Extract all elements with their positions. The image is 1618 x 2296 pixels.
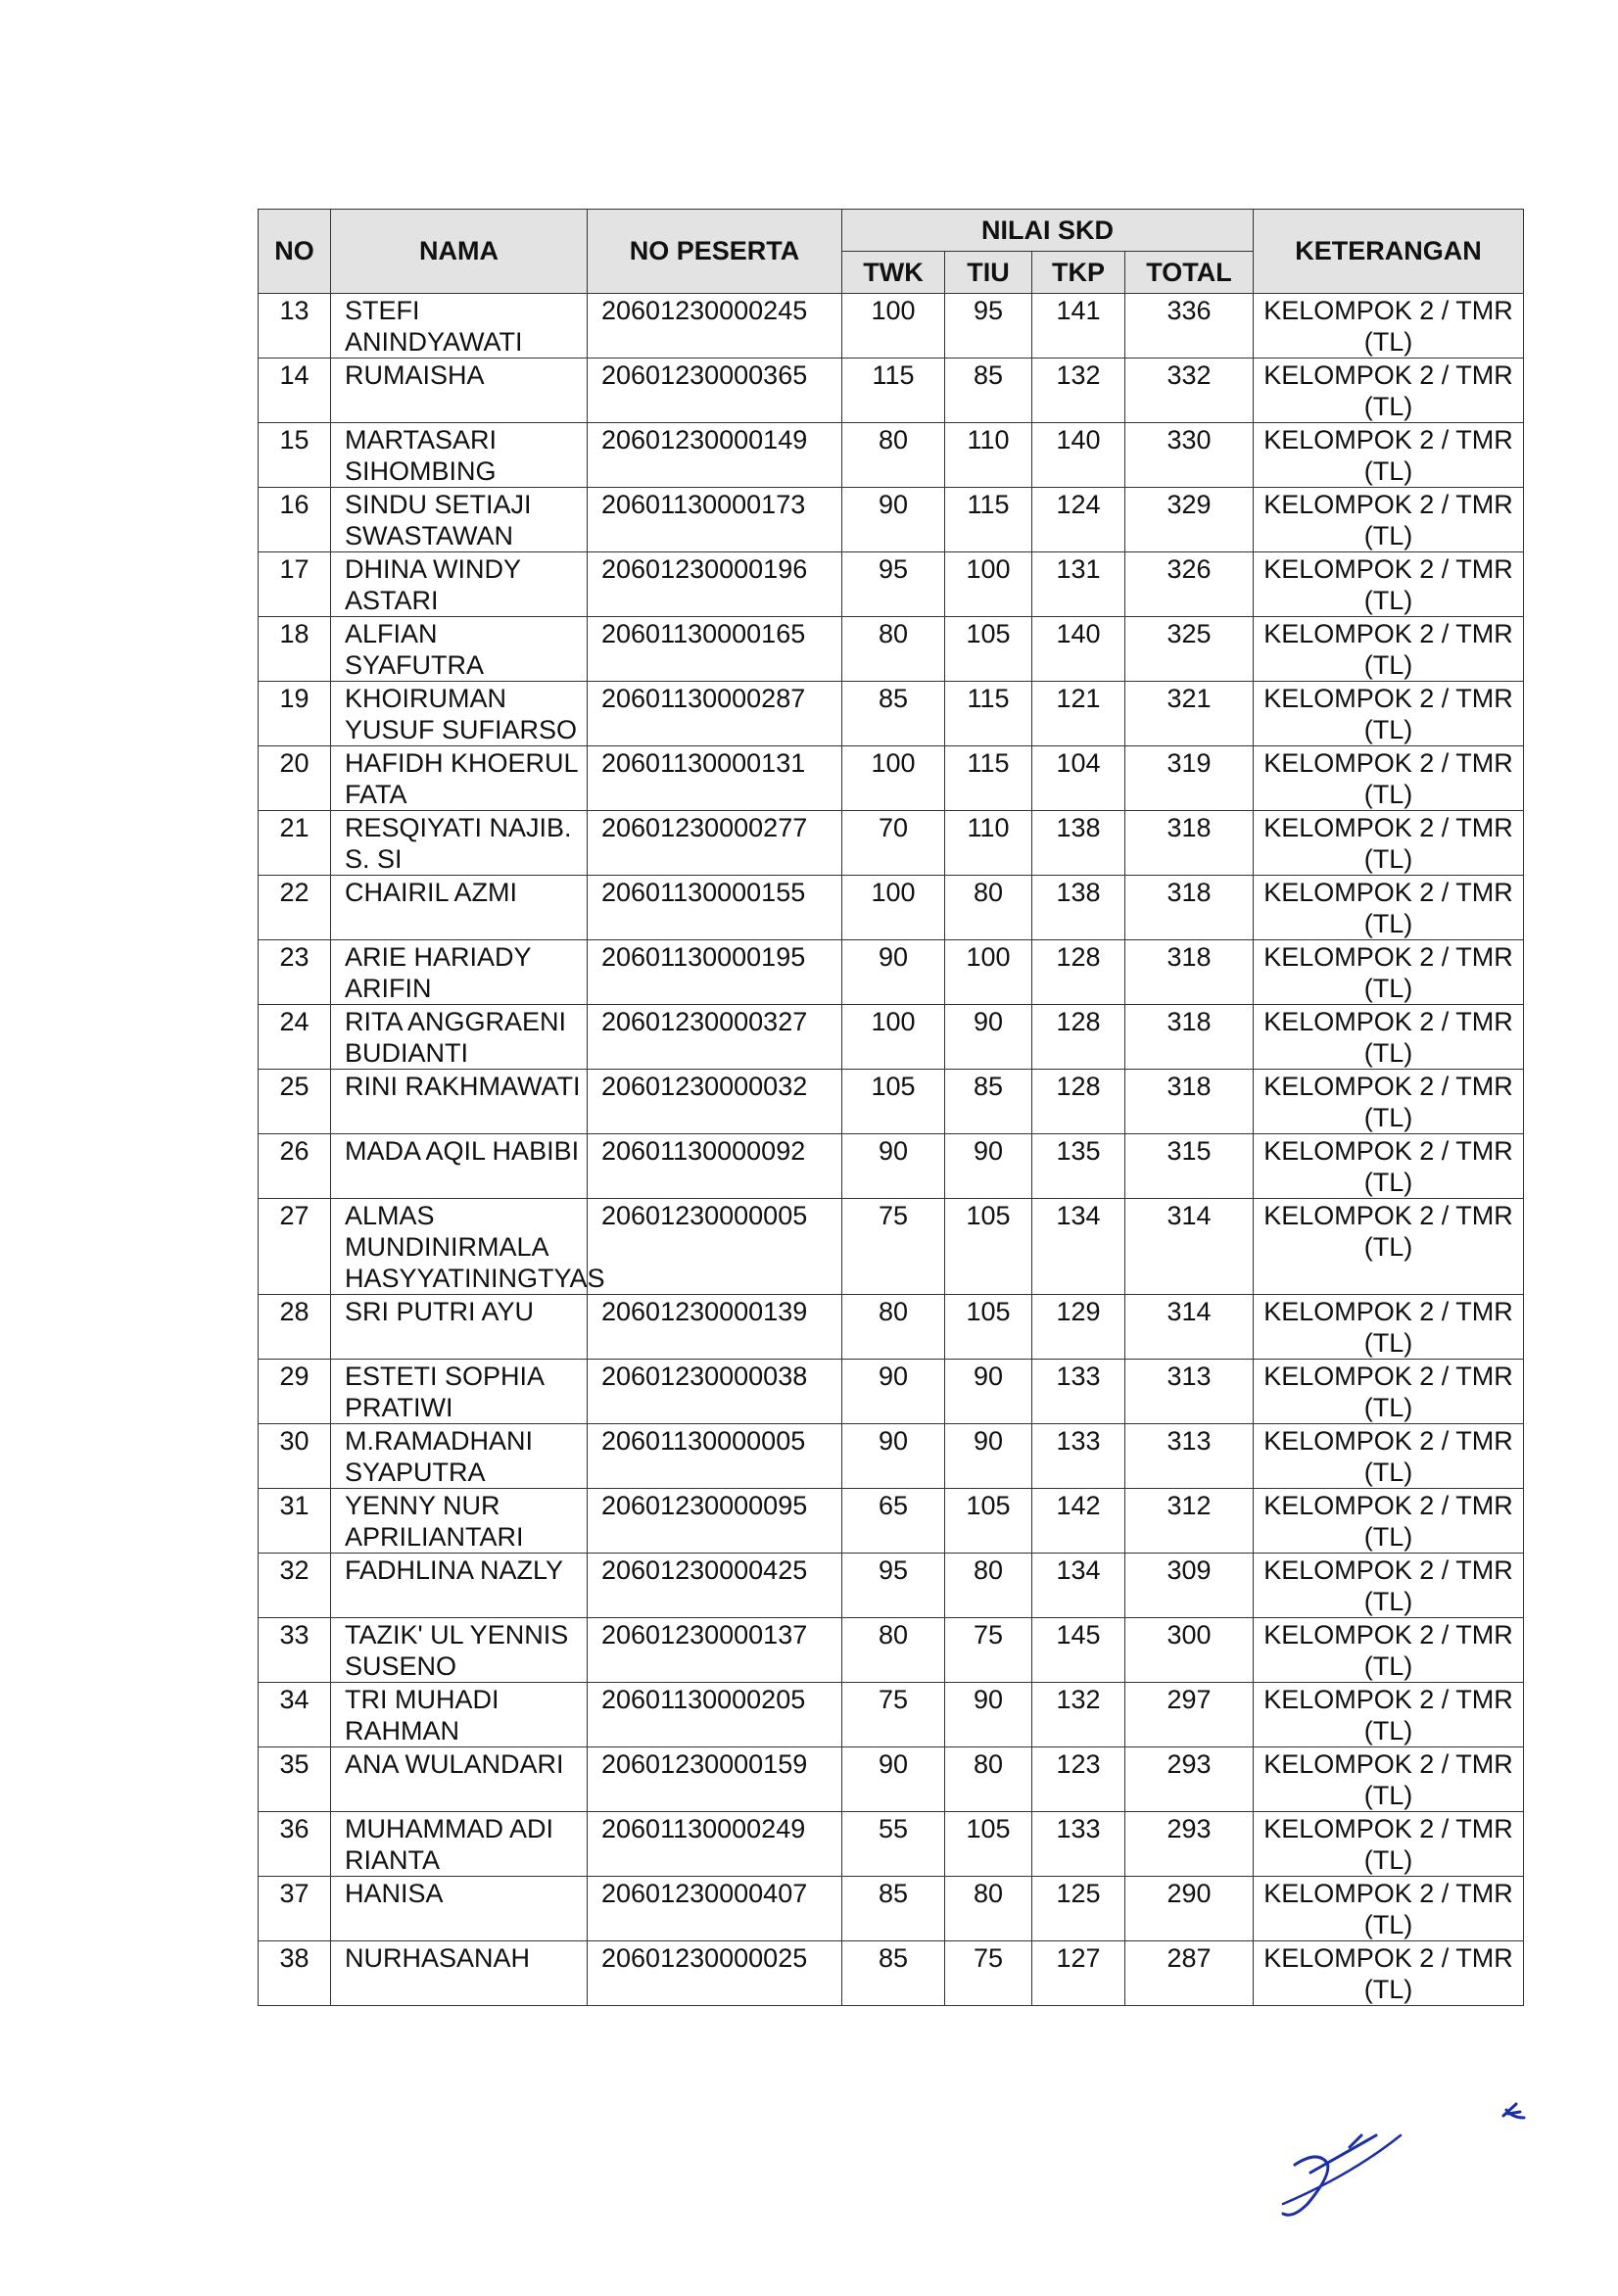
cell-tkp: 104 — [1032, 746, 1125, 811]
cell-tiu: 105 — [945, 1199, 1032, 1295]
header-nama: NAMA — [331, 210, 588, 294]
cell-tiu: 75 — [945, 1618, 1032, 1683]
cell-tiu: 80 — [945, 1747, 1032, 1812]
cell-keterangan: KELOMPOK 2 / TMR (TL) — [1254, 617, 1524, 682]
cell-keterangan: KELOMPOK 2 / TMR (TL) — [1254, 1554, 1524, 1618]
cell-keterangan: KELOMPOK 2 / TMR (TL) — [1254, 1877, 1524, 1941]
cell-total: 325 — [1125, 617, 1254, 682]
cell-keterangan: KELOMPOK 2 / TMR (TL) — [1254, 876, 1524, 940]
table-row — [259, 552, 1524, 617]
cell-total: 290 — [1125, 1877, 1254, 1941]
table-row — [259, 876, 1524, 940]
cell-nama: ESTETI SOPHIA PRATIWI — [331, 1360, 588, 1424]
table-row — [259, 1683, 1524, 1747]
cell-twk: 85 — [842, 682, 945, 746]
cell-no-peserta: 20601230000095 — [588, 1489, 842, 1554]
cell-tiu: 95 — [945, 294, 1032, 359]
cell-twk: 70 — [842, 811, 945, 876]
cell-keterangan: KELOMPOK 2 / TMR (TL) — [1254, 488, 1524, 552]
cell-total: 314 — [1125, 1199, 1254, 1295]
cell-no-peserta: 20601230000005 — [588, 1199, 842, 1295]
cell-nama: ARIE HARIADY ARIFIN — [331, 940, 588, 1005]
cell-keterangan: KELOMPOK 2 / TMR (TL) — [1254, 811, 1524, 876]
cell-tiu: 80 — [945, 1554, 1032, 1618]
cell-no: 31 — [259, 1489, 331, 1554]
cell-twk: 95 — [842, 1554, 945, 1618]
cell-twk: 100 — [842, 876, 945, 940]
cell-tkp: 132 — [1032, 359, 1125, 423]
cell-no: 23 — [259, 940, 331, 1005]
cell-twk: 80 — [842, 1295, 945, 1360]
cell-no-peserta: 20601230000038 — [588, 1360, 842, 1424]
cell-tiu: 90 — [945, 1360, 1032, 1424]
cell-no: 37 — [259, 1877, 331, 1941]
cell-nama: KHOIRUMAN YUSUF SUFIARSO — [331, 682, 588, 746]
cell-no-peserta: 20601130000092 — [588, 1134, 842, 1199]
cell-twk: 80 — [842, 617, 945, 682]
cell-no-peserta: 20601130000287 — [588, 682, 842, 746]
cell-total: 318 — [1125, 811, 1254, 876]
cell-twk: 100 — [842, 1005, 945, 1070]
cell-no: 36 — [259, 1812, 331, 1877]
cell-no-peserta: 20601230000139 — [588, 1295, 842, 1360]
table-row — [259, 1424, 1524, 1489]
cell-no: 17 — [259, 552, 331, 617]
cell-twk: 75 — [842, 1199, 945, 1295]
cell-tiu: 85 — [945, 359, 1032, 423]
cell-keterangan: KELOMPOK 2 / TMR (TL) — [1254, 1005, 1524, 1070]
cell-no-peserta: 20601230000149 — [588, 423, 842, 488]
cell-keterangan: KELOMPOK 2 / TMR (TL) — [1254, 552, 1524, 617]
cell-tkp: 128 — [1032, 1070, 1125, 1134]
cell-twk: 90 — [842, 1747, 945, 1812]
cell-nama: ANA WULANDARI — [331, 1747, 588, 1812]
header-twk: TWK — [842, 252, 945, 294]
cell-no: 38 — [259, 1941, 331, 2006]
header-tiu: TIU — [945, 252, 1032, 294]
cell-tiu: 90 — [945, 1134, 1032, 1199]
cell-twk: 95 — [842, 552, 945, 617]
cell-keterangan: KELOMPOK 2 / TMR (TL) — [1254, 1683, 1524, 1747]
cell-tiu: 105 — [945, 617, 1032, 682]
cell-tiu: 115 — [945, 488, 1032, 552]
cell-nama: DHINA WINDY ASTARI — [331, 552, 588, 617]
cell-total: 318 — [1125, 1070, 1254, 1134]
cell-twk: 90 — [842, 488, 945, 552]
cell-total: 312 — [1125, 1489, 1254, 1554]
cell-total: 332 — [1125, 359, 1254, 423]
cell-no-peserta: 20601130000195 — [588, 940, 842, 1005]
cell-keterangan: KELOMPOK 2 / TMR (TL) — [1254, 359, 1524, 423]
cell-nama: STEFI ANINDYAWATI — [331, 294, 588, 359]
cell-nama: CHAIRIL AZMI — [331, 876, 588, 940]
cell-tiu: 105 — [945, 1812, 1032, 1877]
cell-nama: ALFIAN SYAFUTRA — [331, 617, 588, 682]
cell-total: 315 — [1125, 1134, 1254, 1199]
cell-no: 15 — [259, 423, 331, 488]
cell-total: 318 — [1125, 940, 1254, 1005]
cell-twk: 90 — [842, 1424, 945, 1489]
cell-no: 14 — [259, 359, 331, 423]
table-row — [259, 1005, 1524, 1070]
cell-tkp: 134 — [1032, 1199, 1125, 1295]
cell-no: 19 — [259, 682, 331, 746]
cell-tkp: 121 — [1032, 682, 1125, 746]
cell-twk: 65 — [842, 1489, 945, 1554]
cell-twk: 100 — [842, 294, 945, 359]
cell-total: 329 — [1125, 488, 1254, 552]
cell-no: 16 — [259, 488, 331, 552]
cell-tkp: 129 — [1032, 1295, 1125, 1360]
table-row — [259, 1747, 1524, 1812]
cell-no-peserta: 20601230000277 — [588, 811, 842, 876]
cell-keterangan: KELOMPOK 2 / TMR (TL) — [1254, 1424, 1524, 1489]
cell-twk: 85 — [842, 1941, 945, 2006]
table-row — [259, 359, 1524, 423]
cell-nama: RESQIYATI NAJIB. S. SI — [331, 811, 588, 876]
cell-total: 336 — [1125, 294, 1254, 359]
cell-keterangan: KELOMPOK 2 / TMR (TL) — [1254, 294, 1524, 359]
cell-keterangan: KELOMPOK 2 / TMR (TL) — [1254, 1618, 1524, 1683]
cell-keterangan: KELOMPOK 2 / TMR (TL) — [1254, 1295, 1524, 1360]
cell-twk: 115 — [842, 359, 945, 423]
table-row — [259, 811, 1524, 876]
cell-twk: 90 — [842, 1360, 945, 1424]
cell-no: 34 — [259, 1683, 331, 1747]
cell-nama: YENNY NUR APRILIANTARI — [331, 1489, 588, 1554]
header-no: NO — [259, 210, 331, 294]
table-row — [259, 1199, 1524, 1295]
cell-tkp: 127 — [1032, 1941, 1125, 2006]
cell-keterangan: KELOMPOK 2 / TMR (TL) — [1254, 940, 1524, 1005]
cell-no-peserta: 20601130000165 — [588, 617, 842, 682]
cell-total: 297 — [1125, 1683, 1254, 1747]
cell-no: 26 — [259, 1134, 331, 1199]
table-row — [259, 294, 1524, 359]
cell-no: 32 — [259, 1554, 331, 1618]
cell-total: 326 — [1125, 552, 1254, 617]
cell-tkp: 145 — [1032, 1618, 1125, 1683]
cell-no-peserta: 20601130000205 — [588, 1683, 842, 1747]
cell-no: 28 — [259, 1295, 331, 1360]
cell-no-peserta: 20601230000327 — [588, 1005, 842, 1070]
results-table — [258, 209, 1524, 2006]
cell-no-peserta: 20601230000407 — [588, 1877, 842, 1941]
cell-total: 287 — [1125, 1941, 1254, 2006]
cell-tiu: 100 — [945, 552, 1032, 617]
cell-twk: 105 — [842, 1070, 945, 1134]
cell-no-peserta: 20601230000137 — [588, 1618, 842, 1683]
cell-nama: RITA ANGGRAENI BUDIANTI — [331, 1005, 588, 1070]
cell-no-peserta: 20601130000249 — [588, 1812, 842, 1877]
cell-no: 25 — [259, 1070, 331, 1134]
header-no-peserta: NO PESERTA — [588, 210, 842, 294]
cell-total: 321 — [1125, 682, 1254, 746]
cell-nama: MUHAMMAD ADI RIANTA — [331, 1812, 588, 1877]
cell-no: 29 — [259, 1360, 331, 1424]
cell-no-peserta: 20601130000155 — [588, 876, 842, 940]
table-body — [259, 294, 1524, 2006]
cell-nama: MARTASARI SIHOMBING — [331, 423, 588, 488]
cell-no: 27 — [259, 1199, 331, 1295]
cell-twk: 80 — [842, 1618, 945, 1683]
cell-nama: NURHASANAH — [331, 1941, 588, 2006]
cell-tiu: 90 — [945, 1424, 1032, 1489]
table-row — [259, 617, 1524, 682]
cell-tiu: 100 — [945, 940, 1032, 1005]
cell-nama: M.RAMADHANI SYAPUTRA — [331, 1424, 588, 1489]
cell-tkp: 133 — [1032, 1360, 1125, 1424]
table-row — [259, 940, 1524, 1005]
cell-twk: 85 — [842, 1877, 945, 1941]
cell-total: 313 — [1125, 1424, 1254, 1489]
cell-tiu: 110 — [945, 423, 1032, 488]
cell-keterangan: KELOMPOK 2 / TMR (TL) — [1254, 423, 1524, 488]
cell-keterangan: KELOMPOK 2 / TMR (TL) — [1254, 1360, 1524, 1424]
cell-tkp: 128 — [1032, 1005, 1125, 1070]
table-row — [259, 1134, 1524, 1199]
cell-tiu: 90 — [945, 1005, 1032, 1070]
cell-total: 293 — [1125, 1747, 1254, 1812]
cell-no: 24 — [259, 1005, 331, 1070]
cell-no-peserta: 20601230000159 — [588, 1747, 842, 1812]
cell-nama: TRI MUHADI RAHMAN — [331, 1683, 588, 1747]
table-row — [259, 1812, 1524, 1877]
cell-no: 33 — [259, 1618, 331, 1683]
cell-tiu: 85 — [945, 1070, 1032, 1134]
cell-twk: 75 — [842, 1683, 945, 1747]
cell-total: 309 — [1125, 1554, 1254, 1618]
cell-keterangan: KELOMPOK 2 / TMR (TL) — [1254, 682, 1524, 746]
header-total: TOTAL — [1125, 252, 1254, 294]
cell-tiu: 110 — [945, 811, 1032, 876]
cell-tkp: 131 — [1032, 552, 1125, 617]
cell-tkp: 125 — [1032, 1877, 1125, 1941]
cell-tkp: 141 — [1032, 294, 1125, 359]
cell-no-peserta: 20601230000365 — [588, 359, 842, 423]
cell-no: 18 — [259, 617, 331, 682]
cell-no-peserta: 20601130000005 — [588, 1424, 842, 1489]
cell-keterangan: KELOMPOK 2 / TMR (TL) — [1254, 746, 1524, 811]
cell-no-peserta: 20601130000173 — [588, 488, 842, 552]
cell-nama: MADA AQIL HABIBI — [331, 1134, 588, 1199]
cell-tkp: 128 — [1032, 940, 1125, 1005]
cell-total: 318 — [1125, 876, 1254, 940]
table-row — [259, 1941, 1524, 2006]
table-row — [259, 1070, 1524, 1134]
initial-mark — [1503, 2104, 1524, 2118]
cell-total: 330 — [1125, 423, 1254, 488]
table-row — [259, 1554, 1524, 1618]
cell-twk: 100 — [842, 746, 945, 811]
cell-keterangan: KELOMPOK 2 / TMR (TL) — [1254, 1070, 1524, 1134]
cell-no-peserta: 20601230000025 — [588, 1941, 842, 2006]
cell-keterangan: KELOMPOK 2 / TMR (TL) — [1254, 1747, 1524, 1812]
cell-tiu: 75 — [945, 1941, 1032, 2006]
cell-keterangan: KELOMPOK 2 / TMR (TL) — [1254, 1199, 1524, 1295]
cell-no-peserta: 20601130000131 — [588, 746, 842, 811]
cell-tiu: 115 — [945, 682, 1032, 746]
table-row — [259, 1618, 1524, 1683]
cell-tkp: 140 — [1032, 617, 1125, 682]
cell-no-peserta: 20601230000032 — [588, 1070, 842, 1134]
cell-tkp: 138 — [1032, 876, 1125, 940]
cell-tiu: 115 — [945, 746, 1032, 811]
table-row — [259, 1360, 1524, 1424]
cell-tkp: 138 — [1032, 811, 1125, 876]
cell-tkp: 134 — [1032, 1554, 1125, 1618]
cell-nama: RINI RAKHMAWATI — [331, 1070, 588, 1134]
table-header — [259, 210, 1524, 294]
cell-twk: 80 — [842, 423, 945, 488]
cell-nama: SINDU SETIAJI SWASTAWAN — [331, 488, 588, 552]
cell-keterangan: KELOMPOK 2 / TMR (TL) — [1254, 1134, 1524, 1199]
cell-total: 318 — [1125, 1005, 1254, 1070]
cell-total: 293 — [1125, 1812, 1254, 1877]
table-row — [259, 423, 1524, 488]
cell-nama: HANISA — [331, 1877, 588, 1941]
cell-tkp: 142 — [1032, 1489, 1125, 1554]
cell-tiu: 80 — [945, 876, 1032, 940]
header-nilai-skd: NILAI SKD — [842, 210, 1254, 252]
cell-keterangan: KELOMPOK 2 / TMR (TL) — [1254, 1941, 1524, 2006]
table-row — [259, 746, 1524, 811]
cell-nama: TAZIK' UL YENNIS SUSENO — [331, 1618, 588, 1683]
cell-keterangan: KELOMPOK 2 / TMR (TL) — [1254, 1812, 1524, 1877]
cell-tkp: 140 — [1032, 423, 1125, 488]
table-row — [259, 1295, 1524, 1360]
cell-nama: RUMAISHA — [331, 359, 588, 423]
cell-tkp: 133 — [1032, 1424, 1125, 1489]
cell-no: 30 — [259, 1424, 331, 1489]
cell-tiu: 90 — [945, 1683, 1032, 1747]
cell-keterangan: KELOMPOK 2 / TMR (TL) — [1254, 1489, 1524, 1554]
cell-twk: 90 — [842, 940, 945, 1005]
cell-tiu: 80 — [945, 1877, 1032, 1941]
cell-no: 22 — [259, 876, 331, 940]
cell-total: 314 — [1125, 1295, 1254, 1360]
cell-nama: FADHLINA NAZLY — [331, 1554, 588, 1618]
header-keterangan: KETERANGAN — [1254, 210, 1524, 294]
signature-stroke — [1310, 2135, 1376, 2173]
cell-nama: HAFIDH KHOERUL FATA — [331, 746, 588, 811]
cell-total: 300 — [1125, 1618, 1254, 1683]
cell-nama: SRI PUTRI AYU — [331, 1295, 588, 1360]
cell-nama: ALMAS MUNDINIRMALA HASYYATININGTYAS — [331, 1199, 588, 1295]
cell-total: 319 — [1125, 746, 1254, 811]
cell-tkp: 124 — [1032, 488, 1125, 552]
signature-stroke — [1283, 2135, 1401, 2204]
cell-no: 21 — [259, 811, 331, 876]
cell-twk: 55 — [842, 1812, 945, 1877]
cell-tiu: 105 — [945, 1295, 1032, 1360]
cell-no: 35 — [259, 1747, 331, 1812]
cell-no: 20 — [259, 746, 331, 811]
signature-initials — [1273, 2096, 1547, 2224]
table-row — [259, 1877, 1524, 1941]
cell-no-peserta: 20601230000196 — [588, 552, 842, 617]
table-row — [259, 1489, 1524, 1554]
cell-tkp: 123 — [1032, 1747, 1125, 1812]
cell-no-peserta: 20601230000425 — [588, 1554, 842, 1618]
cell-tkp: 135 — [1032, 1134, 1125, 1199]
table-row — [259, 488, 1524, 552]
cell-total: 313 — [1125, 1360, 1254, 1424]
cell-no: 13 — [259, 294, 331, 359]
table-row — [259, 682, 1524, 746]
cell-twk: 90 — [842, 1134, 945, 1199]
cell-no-peserta: 20601230000245 — [588, 294, 842, 359]
cell-tkp: 133 — [1032, 1812, 1125, 1877]
cell-tkp: 132 — [1032, 1683, 1125, 1747]
cell-tiu: 105 — [945, 1489, 1032, 1554]
header-tkp: TKP — [1032, 252, 1125, 294]
